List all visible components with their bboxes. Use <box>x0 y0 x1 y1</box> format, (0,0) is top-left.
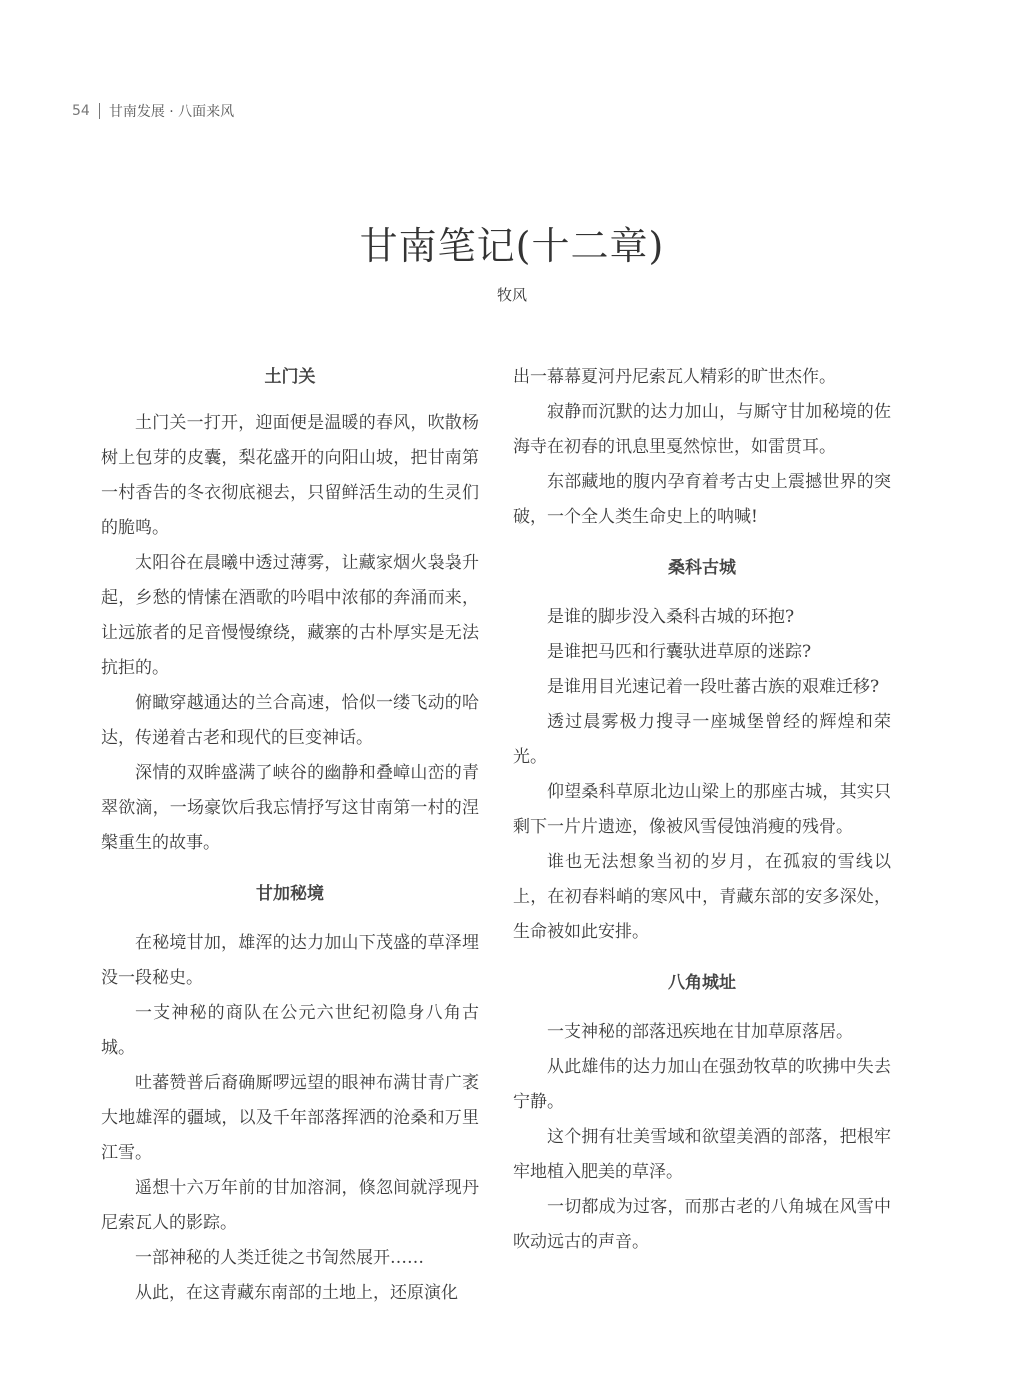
paragraph: 一部神秘的人类迁徙之书訇然展开…… <box>135 1248 424 1268</box>
paragraph: 这个拥有壮美雪域和欲望美酒的部落，把根牢牢地植入肥美的草泽。 <box>513 1127 891 1182</box>
paragraph: 从此，在这青藏东南部的土地上，还原演化 <box>135 1283 458 1303</box>
paragraph: 谁也无法想象当初的岁月，在孤寂的雪线以上，在初春料峭的寒风中，青藏东部的安多深处，生命被如此安排。 <box>513 852 891 942</box>
paragraph: 一切都成为过客，而那古老的八角城在风雪中吹动远古的声音。 <box>513 1197 891 1252</box>
paragraph: 遥想十六万年前的甘加溶洞，倏忽间就浮现丹尼索瓦人的影踪。 <box>101 1178 479 1233</box>
paragraph: 透过晨雾极力搜寻一座城堡曾经的辉煌和荣光。 <box>513 712 891 767</box>
header-divider <box>99 103 100 119</box>
paragraph: 寂静而沉默的达力加山，与厮守甘加秘境的佐海寺在初春的讯息里戛然惊世，如雷贯耳。 <box>513 402 891 457</box>
article-title: 甘南笔记(十二章) <box>359 224 665 268</box>
paragraph: 吐蕃赞普后裔确厮啰远望的眼神布满甘青广袤大地雄浑的疆域，以及千年部落挥洒的沧桑和万里江雪。 <box>101 1073 479 1163</box>
section-heading: 八角城址 <box>668 973 736 993</box>
page-number: 54 <box>72 103 90 119</box>
paragraph: 俯瞰穿越通达的兰合高速，恰似一缕飞动的哈达，传递着古老和现代的巨变神话。 <box>101 693 479 748</box>
paragraph: 仰望桑科草原北边山梁上的那座古城，其实只剩下一片片遗迹，像被风雪侵蚀消瘦的残骨。 <box>513 782 891 837</box>
paragraph: 深情的双眸盛满了峡谷的幽静和叠嶂山峦的青翠欲滴，一场豪饮后我忘情抒写这甘南第一村的涅槃重生的故事。 <box>101 763 479 853</box>
article-author: 牧风 <box>496 286 527 304</box>
paragraph: 是谁用目光速记着一段吐蕃古族的艰难迁移? <box>547 677 880 697</box>
paragraph: 一支神秘的商队在公元六世纪初隐身八角古城。 <box>101 1003 479 1058</box>
paragraph: 在秘境甘加，雄浑的达力加山下茂盛的草泽埋没一段秘史。 <box>101 933 479 988</box>
paragraph: 土门关一打开，迎面便是温暖的春风，吹散杨树上包芽的皮囊，梨花盛开的向阳山坡，把甘南第一村香告的冬衣彻底褪去，只留鲜活生动的生灵们的脆鸣。 <box>101 413 479 538</box>
section-heading: 土门关 <box>264 367 316 387</box>
paragraph: 从此雄伟的达力加山在强劲牧草的吹拂中失去宁静。 <box>513 1057 891 1112</box>
paragraph: 是谁把马匹和行囊驮进草原的迷踪? <box>547 642 812 662</box>
running-header <box>72 101 234 121</box>
paragraph: 一支神秘的部落迅疾地在甘加草原落居。 <box>547 1022 853 1042</box>
section-title: 甘南发展 · 八面来风 <box>108 104 235 120</box>
paragraph: 东部藏地的腹内孕育着考古史上震撼世界的突破，一个全人类生命史上的呐喊! <box>513 472 891 527</box>
right-column <box>513 360 891 1260</box>
section-heading: 桑科古城 <box>668 558 736 578</box>
paragraph: 是谁的脚步没入桑科古城的环抱? <box>547 607 795 627</box>
left-column <box>101 360 479 1311</box>
paragraph-continuation: 出一幕幕夏河丹尼索瓦人精彩的旷世杰作。 <box>513 367 836 387</box>
paragraph: 太阳谷在晨曦中透过薄雾，让藏家烟火袅袅升起，乡愁的情愫在酒歌的吟唱中浓郁的奔涌而来，让远旅者的足音慢慢缭绕，藏寨的古朴厚实是无法抗拒的。 <box>101 553 479 678</box>
section-heading: 甘加秘境 <box>256 884 324 904</box>
